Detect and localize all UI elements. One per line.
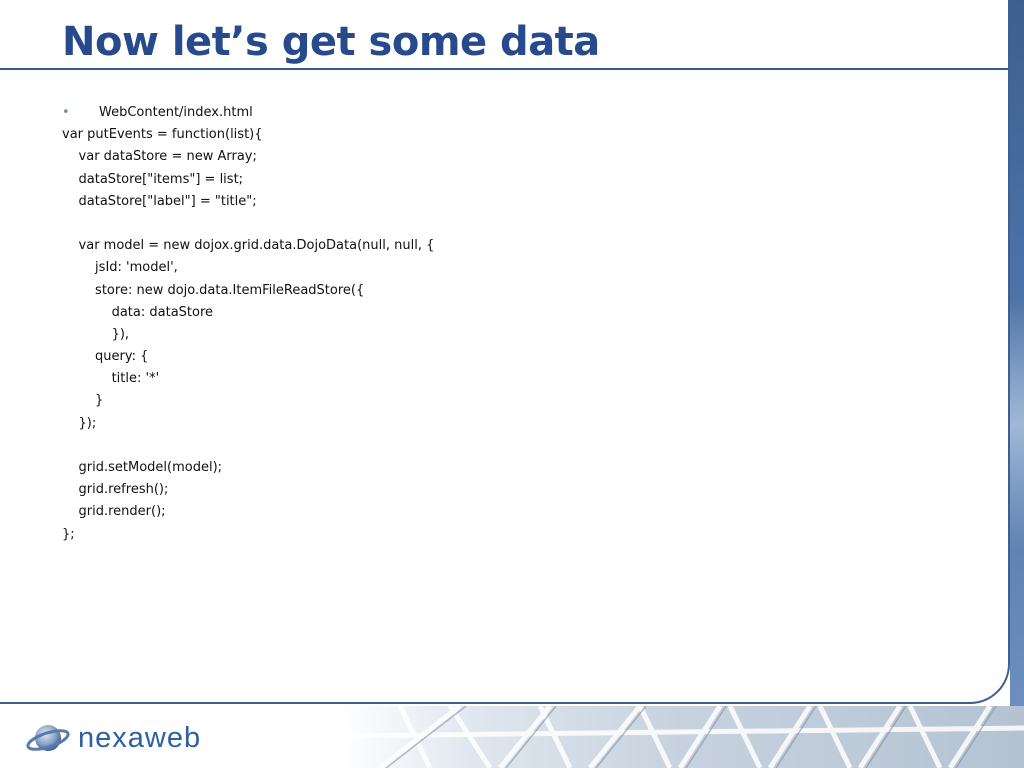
right-frame-highlight	[1010, 300, 1024, 550]
code-line	[62, 435, 434, 457]
code-block	[62, 102, 434, 546]
title-underline	[0, 68, 1008, 70]
code-line: store: new dojo.data.ItemFileReadStore({	[62, 282, 365, 298]
code-line: });	[62, 415, 97, 431]
code-line: dataStore["label"] = "title";	[62, 193, 257, 209]
code-line: title: '*'	[62, 371, 160, 387]
code-line: jsId: 'model',	[62, 260, 178, 276]
code-line: var putEvents = function(list){	[62, 127, 263, 143]
code-line	[62, 213, 434, 235]
dome-lattice	[340, 706, 1024, 768]
code-line: }	[62, 393, 104, 409]
code-line: data: dataStore	[62, 304, 214, 320]
code-line: var model = new dojox.grid.data.DojoData(null, null, {	[62, 238, 435, 254]
globe-orbit-icon	[26, 720, 72, 756]
code-line: grid.setModel(model);	[62, 460, 223, 475]
dome-background-image	[340, 706, 1024, 768]
code-line: grid.refresh();	[62, 482, 169, 498]
slide-title: Now let’s get some data	[62, 19, 600, 65]
logo-wordmark: nexaweb	[78, 722, 202, 754]
footer	[0, 706, 1024, 768]
file-path: WebContent/index.html	[99, 105, 253, 120]
code-line: query: {	[62, 349, 149, 365]
code-line: grid.render();	[62, 504, 166, 520]
code-line: dataStore["items"] = list;	[62, 171, 244, 187]
code-line: }),	[62, 326, 130, 342]
bullet-icon: •	[62, 105, 70, 120]
code-line	[62, 102, 434, 124]
nexaweb-logo	[26, 720, 266, 756]
code-line: };	[62, 526, 75, 542]
code-line: var dataStore = new Array;	[62, 149, 257, 165]
